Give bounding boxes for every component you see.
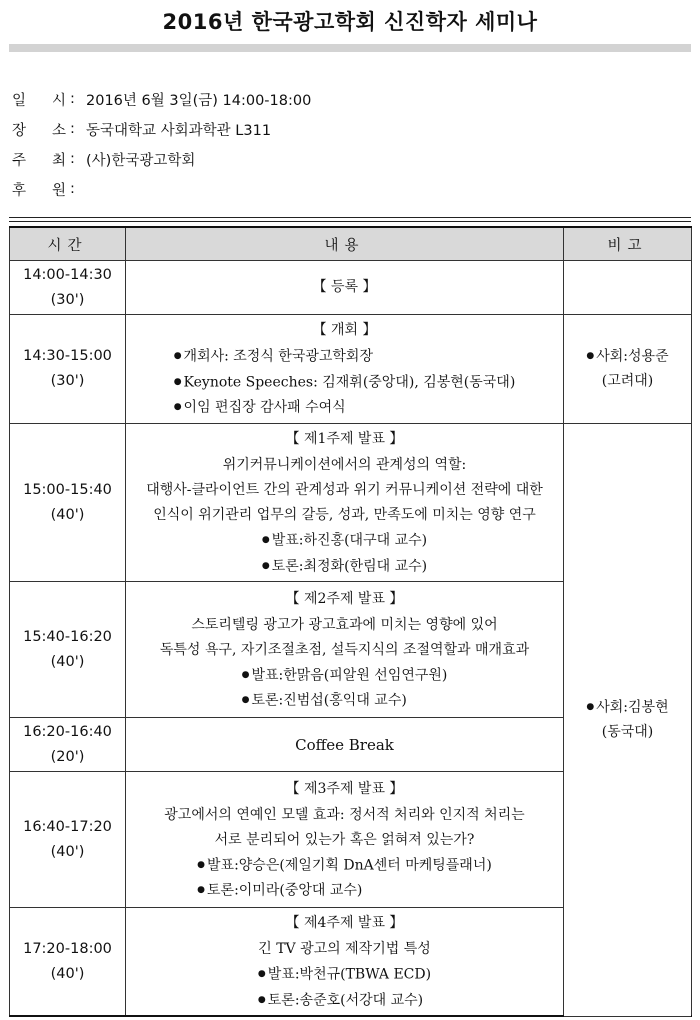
time-cell <box>10 315 126 424</box>
session-title: 【 제1주제 발표 】 <box>285 431 404 447</box>
table-row <box>10 424 692 582</box>
paper-title-line: 독특성 욕구, 자기조절초점, 설득지식의 조절역할과 매개효과 <box>159 641 530 658</box>
time-range: 14:00-14:30 <box>23 266 112 283</box>
time-range: 14:30-15:00 <box>23 348 112 364</box>
content-cell <box>126 718 564 772</box>
session-title: 【 제2주제 발표 】 <box>285 590 404 607</box>
moderator-label: ● 사회:김봉현 <box>565 695 690 721</box>
list-item: ● Keynote Speeches: 김재휘(중앙대), 김봉현(동국대) <box>174 370 516 396</box>
info-key-1: 후 <box>12 182 27 199</box>
table-row <box>10 315 692 424</box>
info-colon: : <box>70 151 75 167</box>
paper-title-line: 대행사-클라이언트 간의 관계성과 위기 커뮤니케이션 전략에 대한 <box>146 482 543 498</box>
header-time: 시간 <box>10 227 126 261</box>
info-row-sponsor <box>12 174 311 204</box>
list-item: ● 발표:박천규(TBWA ECD) <box>258 962 431 988</box>
paper-title-line: 인식이 위기관리 업무의 갈등, 성과, 만족도에 미치는 영향 연구 <box>153 507 536 523</box>
time-cell <box>10 718 126 772</box>
time-duration: (40') <box>50 506 85 523</box>
time-cell <box>10 261 126 315</box>
time-duration: (20') <box>50 748 85 765</box>
time-cell <box>10 908 126 1017</box>
list-item: ● 발표:하진홍(대구대 교수) <box>262 528 427 554</box>
info-row-date <box>12 84 311 114</box>
time-range: 16:40-17:20 <box>23 818 112 835</box>
list-item: ● 토론:최정화(한림대 교수) <box>262 554 427 580</box>
info-key-2: 원 <box>51 182 66 199</box>
time-range: 17:20-18:00 <box>23 940 112 957</box>
note-cell <box>564 424 692 1017</box>
session-title: 【 개회 】 <box>312 322 377 339</box>
schedule-table <box>9 226 692 1017</box>
time-duration: (30') <box>50 373 85 389</box>
time-range: 15:00-15:40 <box>23 481 112 498</box>
info-key-2: 최 <box>51 152 66 169</box>
list-item: ● 발표:양승은(제일기획 DnA센터 마케팅플래너) <box>197 853 492 879</box>
paper-title-line: 서로 분리되어 있는가 혹은 얽혀져 있는가? <box>214 831 475 848</box>
info-key-1: 일 <box>12 92 27 109</box>
section-divider <box>9 217 691 218</box>
content-cell <box>126 315 564 424</box>
paper-title-line: 스토리텔링 광고가 광고효과에 미치는 영향에 있어 <box>191 616 498 633</box>
time-cell <box>10 424 126 582</box>
info-key-1: 장 <box>12 122 27 139</box>
time-duration: (40') <box>50 965 85 982</box>
list-item: ● 토론:송준호(서강대 교수) <box>258 988 431 1014</box>
time-duration: (30') <box>50 291 85 308</box>
table-header-row <box>10 227 692 261</box>
paper-title-line: 위기커뮤니케이션에서의 관계성의 역할: <box>222 457 467 473</box>
moderator-affiliation: (고려대) <box>601 373 654 390</box>
info-key-2: 시 <box>51 92 66 109</box>
info-value-venue: 동국대학교 사회과학관 L311 <box>86 122 272 139</box>
content-cell <box>126 772 564 908</box>
content-cell <box>126 424 564 582</box>
paper-title-line: 긴 TV 광고의 제작기법 특성 <box>258 941 431 957</box>
time-duration: (40') <box>50 653 85 670</box>
info-value-date: 2016년 6월 3일(금) 14:00-18:00 <box>86 92 312 109</box>
page-title: 2016년 한국광고학회 신진학자 세미나 <box>162 10 538 34</box>
header-note: 비고 <box>564 227 692 261</box>
header-content: 내용 <box>126 227 564 261</box>
section-divider <box>9 221 691 222</box>
list-item: ● 발표:한맑음(피알원 선임연구원) <box>242 663 448 689</box>
info-key-1: 주 <box>12 152 27 169</box>
time-cell <box>10 772 126 908</box>
list-item: ● 이임 편집장 감사패 수여식 <box>174 395 516 421</box>
event-info <box>12 84 311 204</box>
paper-title-line: 광고에서의 연예인 모델 효과: 정서적 처리와 인지적 처리는 <box>164 806 525 823</box>
info-key-2: 소 <box>51 122 66 139</box>
note-cell <box>564 261 692 315</box>
title-divider <box>9 44 691 52</box>
table-row <box>10 261 692 315</box>
time-range: 15:40-16:20 <box>23 628 112 645</box>
note-cell <box>564 315 692 424</box>
session-title: 【 제4주제 발표 】 <box>285 915 404 931</box>
moderator-label: ● 사회:성용준 <box>565 344 690 370</box>
info-row-host <box>12 144 311 174</box>
time-cell <box>10 582 126 718</box>
time-duration: (40') <box>50 843 85 860</box>
content-cell <box>126 908 564 1017</box>
content-cell <box>126 582 564 718</box>
list-item: ● 개회사: 조정식 한국광고학회장 <box>174 344 516 370</box>
session-title: 【 제3주제 발표 】 <box>285 780 404 797</box>
content-cell <box>126 261 564 315</box>
info-colon: : <box>70 121 75 137</box>
info-value-host: (사)한국광고학회 <box>86 152 196 169</box>
info-colon: : <box>70 181 75 197</box>
session-title: 【 등록 】 <box>312 279 377 295</box>
info-row-venue <box>12 114 311 144</box>
time-range: 16:20-16:40 <box>23 723 112 740</box>
coffee-break-label: Coffee Break <box>295 735 394 754</box>
list-item: ● 토론:진범섭(홍익대 교수) <box>242 688 448 714</box>
moderator-affiliation: (동국대) <box>601 724 654 740</box>
list-item: ● 토론:이미라(중앙대 교수) <box>197 878 492 904</box>
info-colon: : <box>70 91 75 107</box>
